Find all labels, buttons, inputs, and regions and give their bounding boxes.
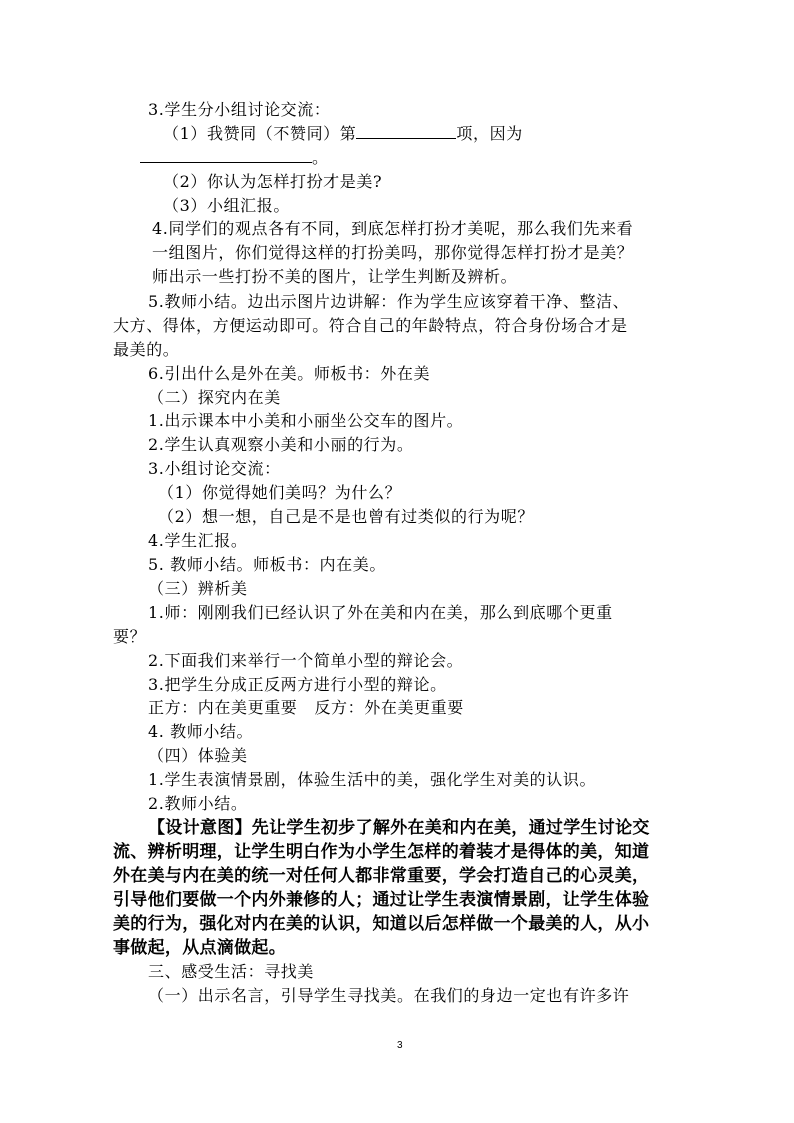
text-line: 大方、得体，方便运动即可。符合自己的年龄特点，符合身份场合才是	[113, 316, 628, 335]
fill-in-blank	[356, 124, 456, 139]
page-number: 3	[397, 1040, 403, 1051]
text-line: 4.学生汇报。	[148, 531, 248, 550]
design-intent-line: 流、辨析明理，让学生明白作为小学生怎样的着装才是得体的美，知道	[113, 842, 650, 862]
text-line: 3.学生分小组讨论交流：	[148, 100, 331, 119]
text-line: 2.学生认真观察小美和小丽的行为。	[148, 435, 414, 454]
text-line: 2.下面我们来举行一个简单小型的辩论会。	[148, 651, 464, 670]
text-line: 1.师：刚刚我们已经认识了外在美和内在美，那么到底哪个更重	[148, 603, 613, 622]
text-line: （2）你认为怎样打扮才是美?	[163, 172, 383, 191]
design-intent-line: 引导他们要做一个内外兼修的人；通过让学生表演情景剧，让学生体验	[113, 890, 650, 910]
text-line: 师出示一些打扮不美的图片，让学生判断及辨析。	[152, 267, 518, 286]
text-line: 4. 教师小结。	[148, 722, 254, 741]
fill-in-blank	[140, 148, 312, 163]
section-heading: （三）辨析美	[148, 579, 248, 598]
text-line	[163, 124, 523, 144]
text-line: 最美的。	[113, 340, 180, 359]
text-line: 6.引出什么是外在美。师板书：外在美	[148, 364, 431, 383]
text-line: （3）小组汇报。	[163, 196, 290, 215]
text-line: （2）想一想，自己是不是也曾有过类似的行为呢？	[158, 507, 534, 526]
line-segment: 项，因为	[456, 124, 523, 143]
design-intent-line: 美的行为，强化对内在美的认识，知道以后怎样做一个最美的人，从小	[113, 914, 650, 934]
section-heading: 三、感受生活：寻找美	[148, 962, 315, 981]
section-heading: （四）体验美	[148, 746, 248, 765]
text-line: 3.把学生分成正反两方进行小型的辩论。	[148, 675, 447, 694]
text-line: （一）出示名言，引导学生寻找美。在我们的身边一定也有许多许	[148, 986, 630, 1005]
text-line: 5. 教师小结。师板书：内在美。	[148, 555, 386, 574]
text-line	[140, 148, 329, 168]
line-segment: （1）我赞同（不赞同）第	[163, 124, 357, 143]
design-intent-line: 事做起，从点滴做起。	[113, 938, 286, 958]
line-segment: 。	[312, 148, 329, 167]
text-line: （1）你觉得她们美吗？为什么？	[158, 483, 402, 502]
text-line: 1.学生表演情景剧，体验生活中的美，强化学生对美的认识。	[148, 770, 597, 789]
text-line: 要？	[113, 627, 147, 646]
design-intent-line: 【设计意图】先让学生初步了解外在美和内在美，通过学生讨论交	[148, 818, 650, 838]
text-line: 3.小组讨论交流：	[148, 459, 281, 478]
text-line: 1.出示课本中小美和小丽坐公交车的图片。	[148, 411, 464, 430]
text-line: 正方：内在美更重要 反方：外在美更重要	[148, 698, 464, 717]
text-line: 5.教师小结。边出示图片边讲解：作为学生应该穿着干净、整洁、	[148, 292, 630, 311]
design-intent-line: 外在美与内在美的统一对任何人都非常重要，学会打造自己的心灵美，	[113, 866, 650, 886]
section-heading: （二）探究内在美	[148, 388, 281, 407]
text-line: 2.教师小结。	[148, 794, 248, 813]
text-line: 4.同学们的观点各有不同，到底怎样打扮才美呢，那么我们先来看	[152, 219, 634, 238]
text-line: 一组图片，你们觉得这样的打扮美吗，那你觉得怎样打扮才是美？	[152, 243, 634, 262]
